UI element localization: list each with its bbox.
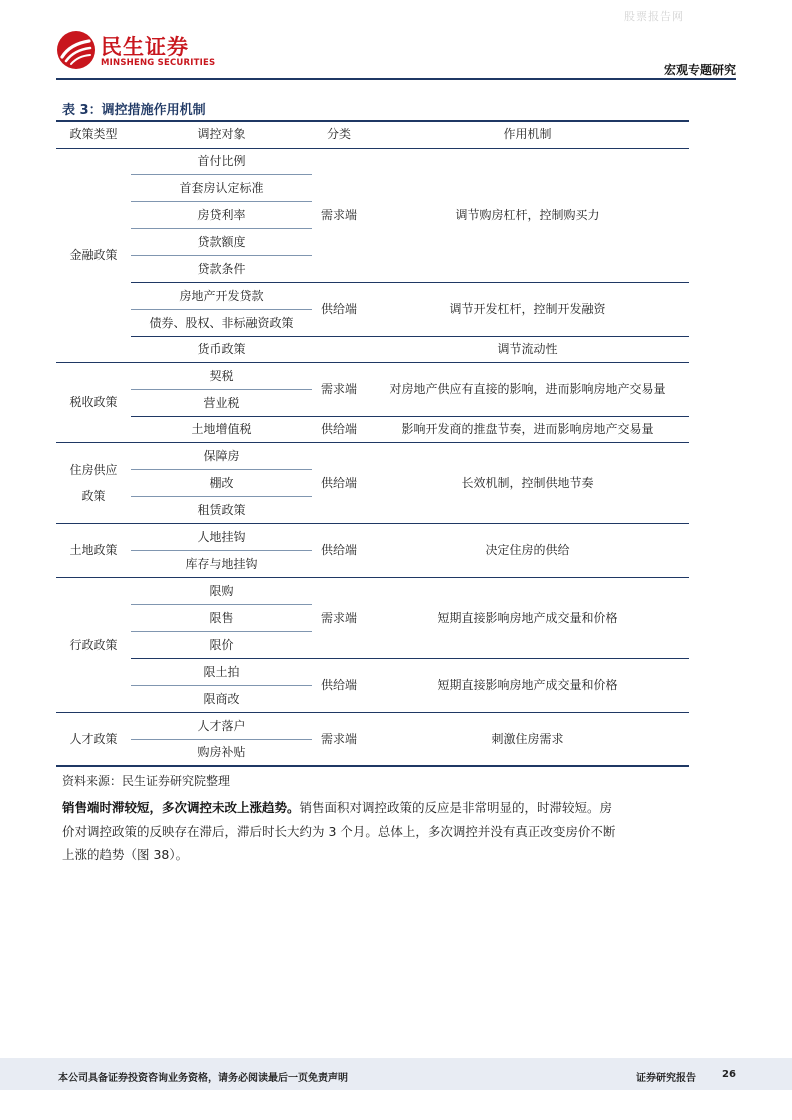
policy-type-cell: 金融政策 [69,248,118,262]
target-cell: 土地增值税 [191,422,252,436]
brand-name-en: MINSHENG SECURITIES [101,58,216,68]
column-header: 分类 [326,127,351,141]
category-cell: 需求端 [320,610,357,625]
policy-type-cell: 行政政策 [69,637,118,652]
header-rule [56,78,736,80]
mechanism-cell: 短期直接影响房地产成交量和价格 [437,678,618,692]
target-cell: 债券、股权、非标融资政策 [149,315,294,330]
mechanism-cell: 长效机制，控制供地节奏 [461,475,594,490]
paragraph-body: 销售面积对调控政策的反应是非常明显的，时滞较短。房价对调控政策的反映存在滞后，滞后时长大约为 3 个月。总体上，多次调控并没有真正改变房价不断上涨的趋势（图 38）。 [62,800,616,862]
target-cell: 房地产开发贷款 [179,288,264,303]
target-cell: 棚改 [209,475,234,490]
target-cell: 首付比例 [197,154,246,168]
section-label: 宏观专题研究 [663,63,736,77]
policy-type-cell: 土地政策 [69,543,118,557]
target-cell: 限土拍 [203,664,240,679]
target-cell: 首套房认定标准 [179,180,264,195]
category-cell: 供给端 [320,543,357,557]
target-cell: 契税 [209,368,234,383]
body-paragraph [62,796,622,867]
brand-name-cn: 民生证券 [101,35,189,59]
category-cell: 需求端 [320,731,357,746]
footer-report-type: 证券研究报告 [636,1073,696,1084]
paragraph-lead: 销售端时滞较短，多次调控未改上涨趋势。 [62,800,300,815]
category-cell: 需求端 [320,382,357,396]
target-cell: 房贷利率 [197,207,246,222]
table-bottom-rule [56,765,689,767]
target-cell: 限价 [209,637,234,652]
column-header: 政策类型 [69,127,118,141]
table-source: 资料来源：民生证券研究院整理 [62,774,231,788]
category-cell: 供给端 [320,475,357,490]
target-cell: 限售 [209,610,234,625]
target-cell: 库存与地挂钩 [185,556,258,571]
column-header: 作用机制 [503,127,552,141]
policy-mechanism-table [56,120,689,766]
minsheng-logo-icon [56,30,96,70]
table-title: 表 3：调控措施作用机制 [62,103,206,118]
target-cell: 租赁政策 [197,502,246,517]
target-cell: 人地挂钩 [197,529,246,544]
mechanism-cell: 对房地产供应有直接的影响，进而影响房地产交易量 [389,382,666,396]
mechanism-cell: 调节开发杠杆，控制开发融资 [449,302,606,316]
mechanism-cell: 调节流动性 [497,342,558,356]
target-cell: 营业税 [203,395,240,410]
column-header: 调控对象 [197,127,246,141]
target-cell: 贷款条件 [197,261,246,276]
category-cell: 供给端 [320,678,357,692]
category-cell: 供给端 [320,302,357,316]
target-cell: 限购 [209,583,234,598]
policy-type-cell: 住房供应 政策 [69,462,118,503]
target-cell: 贷款额度 [197,234,246,249]
footer-disclaimer: 本公司具备证券投资咨询业务资格，请务必阅读最后一页免责声明 [58,1073,348,1084]
mechanism-cell: 影响开发商的推盘节奏，进而影响房地产交易量 [401,422,654,436]
target-cell: 购房补贴 [197,745,246,759]
mechanism-cell: 调节购房杠杆，控制购买力 [455,208,600,222]
policy-type-cell: 税收政策 [69,395,118,409]
mechanism-cell: 决定住房的供给 [485,543,570,557]
watermark: 股票报告网 [624,10,684,23]
target-cell: 货币政策 [197,342,246,356]
category-cell: 供给端 [320,422,357,436]
target-cell: 人才落户 [197,718,246,733]
mechanism-cell: 刺激住房需求 [491,731,564,746]
policy-type-cell: 人才政策 [69,731,118,746]
target-cell: 保障房 [203,448,240,463]
page-number: 26 [722,1069,736,1080]
category-cell: 需求端 [320,208,357,222]
mechanism-cell: 短期直接影响房地产成交量和价格 [437,610,618,625]
target-cell: 限商改 [203,691,240,706]
